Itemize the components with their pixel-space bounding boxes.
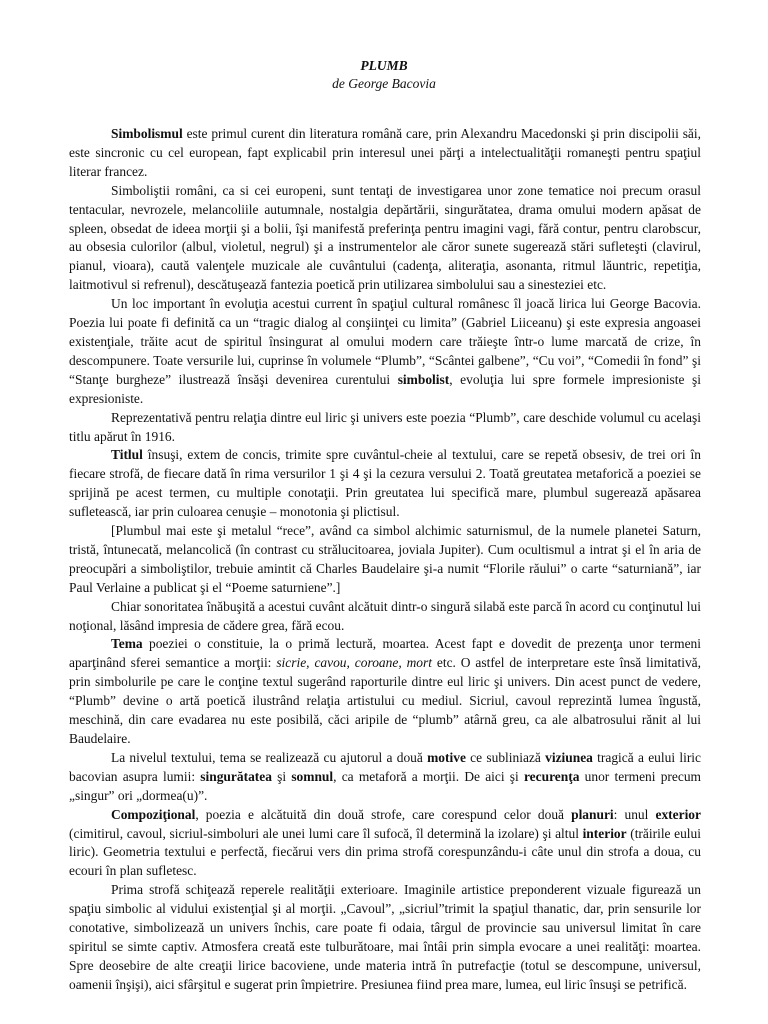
text-run: Chiar sonoritatea înăbuşită a acestui cuvânt alcătuit dintr-o singură silabă este parcă în acord cu conţinutul lui noţional, lăsând impresia de cădere grea, fără ecou. — [69, 598, 701, 633]
text-run: , poezia e alcătuită din două strofe, care corespund celor două — [195, 806, 572, 822]
text-run: ce subliniază — [465, 749, 546, 765]
text-run: poeziei o constituie, la o primă lectură, moartea. Acest fapt e dovedit de prezenţa unor termeni aparţinând sferei semantice a morţii: — [69, 636, 701, 671]
text-run: : unul — [613, 806, 656, 822]
text-run: Un loc important în evoluţia acestui current în spaţiul cultural românesc îl joacă lirica lui George Bacovia. Poezia lui poate fi definită ca un “tragic dialog al conşiinţei cu limita” (Gabriel Liiceanu) şi este expresia angoasei existenţiale, trăite acut de spiritul însingurat al omului modern care trăieşte într-o lume marcată de crize, în descompunere. Toate versurile lui, cuprinse în volumele “Plumb”, “Scântei galbene”, “Cu voi”, “Comedii în fond” şi “Stanţe burgheze” ilustrează însăşi devenirea curentului — [69, 296, 701, 387]
document-title: PLUMB — [360, 58, 408, 73]
text-run: tragică a eului liric bacovian asupra lumii: — [69, 749, 701, 784]
paragraph — [69, 446, 701, 522]
bold-term: motive — [427, 749, 466, 765]
text-run: , ca metaforă a morţii. De aici şi — [333, 768, 524, 784]
bold-term: singurătatea — [200, 768, 272, 784]
bold-term: Tema — [111, 636, 143, 652]
text-run: , evoluţia lui spre formele impresioniste şi expresioniste. — [69, 371, 701, 406]
document-body — [69, 125, 701, 995]
text-run: Simboliştii români, ca si cei europeni, sunt tentaţi de investigarea unor zone tematice noi precum orasul tentacular, nevrozele, melancoliile autumnale, nostalgia depărtării, singurătatea, drama omului modern apăsat de spleen, obsedat de ideea morţii şi a bolii, îşi manifestă preferinţa pentru imagini vagi, fără contur, pentru clarobscur, au obsesia culorilor (albul, violetul, negrul) şi a instrumentelor ale căror sunete sugerează stări sufleteşti (clavirul, pianul, vioara), caută valenţele muzicale ale cuvântului (cadenţa, aliteraţia, asonanta, ritmul lăuntric, repetiţia, laitmotivul si refrenul), descătuşează fantezia poetică prin utilizarea simbolului sau a sinesteziei etc. — [69, 182, 701, 293]
title-block — [0, 57, 768, 93]
bold-term: Simbolismul — [111, 126, 183, 141]
paragraph — [69, 806, 701, 882]
paragraph — [69, 125, 701, 182]
bold-term: interior — [582, 825, 627, 841]
paragraph — [69, 749, 701, 806]
bold-term: planuri — [571, 806, 614, 822]
paragraph — [69, 635, 701, 748]
text-run: însuşi, extem de concis, trimite spre cuvântul-cheie al textului, care se repetă obsesiv, de trei ori în fiecare strofă, de fiecare dată în rima versurilor 1 şi 4 şi la cezura versului 2. Toată greutatea metaforică a poeziei se sprijină pe acest termen, cu multiple conotaţii. Prin greutatea lui specifică mare, plumbul sugerează apăsarea sufletească, iar prin culoarea cenuşie – monotonia şi plictisul. — [69, 447, 701, 520]
paragraph — [69, 182, 701, 295]
paragraph — [69, 295, 701, 408]
bold-term: Titlul — [111, 447, 143, 463]
text-run: La nivelul textului, tema se realizează cu ajutorul a două — [111, 749, 428, 765]
bold-term: Compoziţional — [111, 806, 196, 822]
bold-term: exterior — [655, 806, 701, 822]
text-run: Reprezentativă pentru relaţia dintre eul liric şi univers este poezia “Plumb”, care deschide volumul cu acelaşi titlu apărut în 1916. — [69, 409, 701, 444]
text-run: [Plumbul mai este şi metalul “rece”, având ca simbol alchimic saturnismul, de la numele planetei Saturn, tristă, întunecată, melancolică (în contrast cu strălucitoarea, joviala Jupiter). Cum ocultismul a intrat şi el în aria de preocupări a simboliştilor, trebuie amintit că Charles Baudelaire şi-a numit “Florile răului” o carte “saturniană”, iar Paul Verlaine a publicat şi el “Poeme saturniene”.] — [69, 523, 701, 595]
bold-term: somnul — [291, 768, 334, 784]
bold-term: simbolist — [397, 371, 450, 387]
text-run: (trăirile eului liric). Geometria textului e perfectă, fiecărui vers din prima strofă corespunzându-i câte unul din strofa a doua, cu ecouri în plan sufletesc. — [69, 825, 701, 879]
paragraph — [69, 522, 701, 598]
paragraph — [69, 409, 701, 447]
text-run: (cimitirul, cavoul, sicriul-simboluri ale unei lumi care îl sufocă, îl determină la izolare) şi altul — [69, 825, 583, 841]
text-run: şi — [271, 768, 292, 784]
text-run: Prima strofă schiţează reperele realităţii exterioare. Imaginile artistice preponderent vizuale figurează un spaţiu simbolic al vidului existenţial şi al morţii. „Cavoul”, „sicriul”trimit la spaţiul thanatic, dar, prin sensurile lor conotative, simbolizează un univers închis, care poate fi odaia, târgul de provincie sau universul limitat în care spiritul se simte captiv. Atmosfera creată este tulburătoare, mai întâi prin simpla evocare a unei realităţi: moartea. Spre deosebire de alte creaţii lirice bacoviene, unde materia intră în putrefacţie (totul se descompune, universul, oamenii înşişi), aici sfârşitul e sugerat prin împietrire. Presiunea fiind prea mare, lumea, eul liric însuşi se petrifică. — [69, 882, 701, 992]
text-run: etc. O astfel de interpretare este însă limitativă, prin simbolurile pe care le conţine textul sugerând raporturile dintre eul liric şi univers. Din acest punct de vedere, “Plumb” devine o artă poetică ilustrând relaţia artistului cu mediul. Sicriul, cavoul reprezintă lumea îngustă, meschină, din care evadarea nu este posibilă, căci aripile de “plumb” atârnă greu, ca ale albatrosului rănit al lui Baudelaire. — [69, 655, 701, 746]
text-run: este primul curent din literatura română care, prin Alexandru Macedonski şi prin discipolii săi, este sincronic cu cel european, fapt explicabil prin interesul unei părţi a intelectualităţii romaneşti pentru spaţiul literar francez. — [69, 126, 701, 179]
bold-term: recurenţa — [523, 768, 580, 784]
text-run: unor termeni precum „singur” ori „dormea(u)”. — [69, 768, 701, 803]
document-author: de George Bacovia — [332, 76, 436, 91]
paragraph — [69, 598, 701, 636]
italic-term: sicrie, cavou, coroane, mort — [276, 655, 432, 671]
bold-term: viziunea — [545, 749, 593, 765]
paragraph — [69, 881, 701, 994]
